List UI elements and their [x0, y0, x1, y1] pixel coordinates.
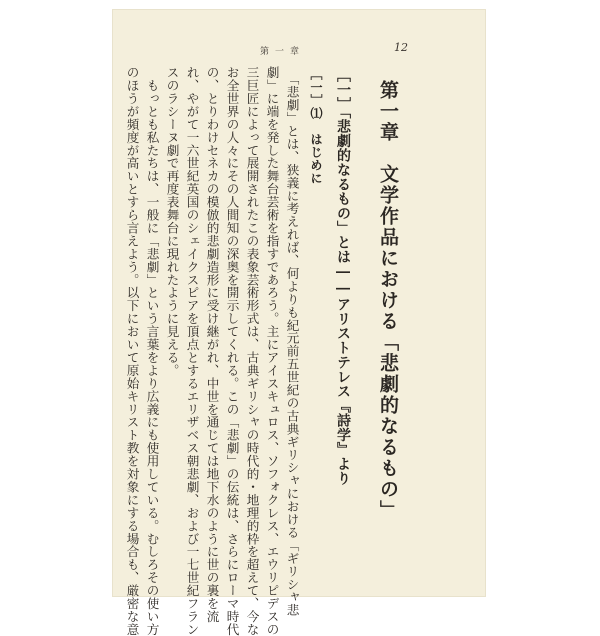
- body-line: のほうが頻度が高いとすら言えよう。以下において原始キリスト教を対象にする場合も、厳密な意: [124, 66, 140, 636]
- body-line: 「悲劇」とは、狭義に考えれば、何よりも紀元前五世紀の古典ギリシャにおける「ギリシャ悲: [284, 66, 300, 617]
- body-line: れ、やがて一六世紀英国のシェイクスピアを頂点とするエリザベス朝悲劇、および一七世紀フラン: [184, 66, 200, 636]
- running-header-chapter: 第一章: [260, 47, 306, 57]
- subsection-heading: ［一］⑴ はじめに: [309, 68, 323, 185]
- body-line: お全世界の人々にその人間知の深奥を開示してくれる。この「悲劇」の伝統は、さらにローマ時代: [224, 66, 240, 636]
- body-line: スのラシーヌ劇で再度表舞台に現れたように見える。: [164, 66, 180, 377]
- chapter-title: 第一章 文学作品における「悲劇的なるもの」: [377, 80, 399, 521]
- body-line: 三巨匠によって展開されたこの表象芸術形式は、古典ギリシャの時代的・地理的枠を超えて、今な: [244, 66, 260, 636]
- page-number: 12: [394, 41, 408, 54]
- body-line: の、とりわけセネカの模倣的悲劇造形に受け継がれ、中世を通じては地下水のように世の裏を流: [204, 66, 220, 623]
- body-line: 劇」に端を発した舞台芸術を指すであろう。主にアイスキュロス、ソフォクレス、エウリピデスの: [264, 66, 280, 636]
- body-line: もっとも私たちは、一般に「悲劇」という言葉をより広義にも使用している。むしろその使い方: [144, 66, 160, 636]
- section-heading: ［一］「悲劇的なるもの」とは――アリストテレス『詩学』より: [335, 68, 351, 486]
